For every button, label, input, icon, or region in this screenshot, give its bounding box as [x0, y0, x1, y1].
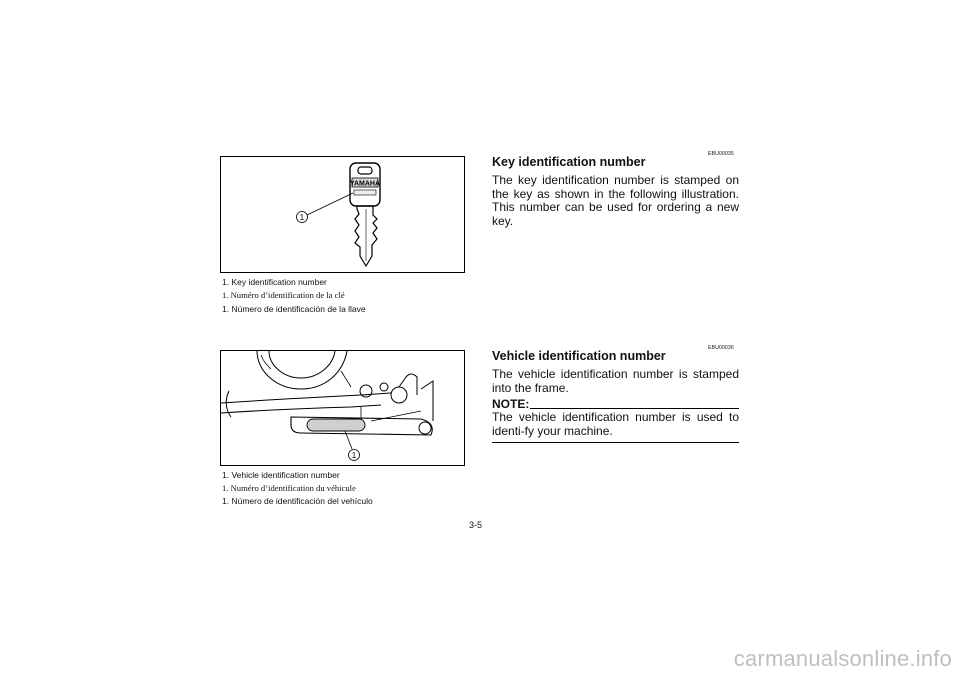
- section-code: EBU00036: [708, 345, 734, 351]
- callout-number: 1: [351, 451, 357, 460]
- figure1-caption-en: 1. Key identification number: [222, 277, 327, 287]
- brand-logo: YAMAHA: [349, 180, 381, 188]
- note-rule-top: [530, 408, 739, 409]
- note-text: The vehicle identification number is used to identi-fy your machine.: [492, 410, 739, 438]
- note-label: NOTE:: [492, 397, 530, 411]
- figure2-caption-es: 1. Número de identificación del vehículo: [222, 496, 373, 506]
- frame-illustration: [220, 350, 465, 466]
- figure2-caption-en: 1. Vehicle identification number: [222, 470, 340, 480]
- section-body: The vehicle identification number is stamped into the frame.: [492, 367, 739, 395]
- callout-number: 1: [299, 213, 305, 222]
- figure2-caption-fr: 1. Numéro d’identification du véhicule: [222, 483, 356, 493]
- figure1-caption-es: 1. Número de identificación de la llave: [222, 304, 366, 314]
- page-number: 3-5: [469, 520, 483, 530]
- figure1-caption-fr: 1. Numéro d’identification de la clé: [222, 290, 345, 300]
- watermark: carmanualsonline.info: [733, 646, 952, 671]
- section-code: EBU00035: [708, 151, 734, 157]
- note-rule-bottom: [492, 442, 739, 443]
- section-heading: Key identification number: [492, 155, 646, 169]
- section-body: The key identification number is stamped on the key as shown in the following illustration. This number can be used for ordering a new key.: [492, 173, 739, 228]
- section-heading: Vehicle identification number: [492, 349, 666, 363]
- key-illustration: [220, 156, 465, 273]
